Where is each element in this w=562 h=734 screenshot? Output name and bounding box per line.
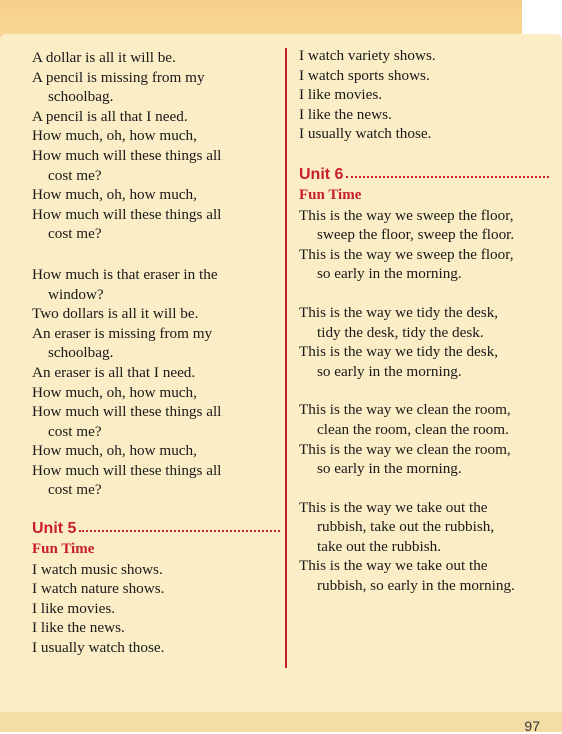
text-line: so early in the morning. — [317, 362, 462, 380]
text-line: cost me? — [48, 481, 102, 499]
text-line: I like the news. — [32, 619, 125, 637]
text-line: How much will these things all — [32, 146, 222, 164]
unit6-stanza-3 — [299, 400, 549, 478]
left-column — [32, 48, 280, 658]
text-line: How much is that eraser in the — [32, 265, 218, 283]
text-line: A pencil is missing from my — [32, 68, 205, 86]
unit6-stanza-2 — [299, 303, 549, 381]
text-line: How much, oh, how much, — [32, 383, 197, 401]
text-line: schoolbag. — [48, 344, 114, 362]
text-line: so early in the morning. — [317, 265, 462, 283]
page-number: 97 — [524, 718, 540, 734]
text-line: This is the way we take out the — [299, 557, 488, 575]
text-line: How much will these things all — [32, 205, 222, 223]
text-line: This is the way we clean the room, — [299, 401, 511, 419]
text-line: How much will these things all — [32, 403, 222, 421]
text-line: An eraser is all that I need. — [32, 363, 196, 381]
text-line: A pencil is all that I need. — [32, 107, 188, 125]
text-line: How much, oh, how much, — [32, 127, 197, 145]
unit6-title: Unit 6 — [299, 165, 344, 183]
right-column — [299, 46, 549, 596]
text-line: How much, oh, how much, — [32, 442, 197, 460]
right-verse-top — [299, 46, 549, 144]
text-line: window? — [48, 285, 104, 303]
text-line: Two dollars is all it will be. — [32, 305, 199, 323]
text-line: sweep the floor, sweep the floor. — [317, 226, 515, 244]
text-line: I usually watch those. — [32, 639, 165, 657]
text-line: I like movies. — [299, 86, 383, 104]
dotted-rule — [346, 176, 549, 178]
text-line: I watch music shows. — [32, 560, 163, 578]
text-line: rubbish, so early in the morning. — [317, 577, 515, 595]
text-line: rubbish, take out the rubbish, — [317, 518, 495, 536]
unit6-heading — [299, 164, 549, 186]
text-line: I usually watch those. — [299, 125, 432, 143]
text-line: How much will these things all — [32, 461, 222, 479]
text-line: so early in the morning. — [317, 460, 462, 478]
unit6-stanza-1 — [299, 206, 549, 284]
text-line: cost me? — [48, 225, 102, 243]
text-line: This is the way we clean the room, — [299, 440, 511, 458]
text-line: An eraser is missing from my — [32, 324, 213, 342]
text-line: cost me? — [48, 422, 102, 440]
text-line: I watch sports shows. — [299, 66, 430, 84]
text-line: How much, oh, how much, — [32, 186, 197, 204]
unit6-stanza-4 — [299, 498, 549, 596]
text-line: This is the way we sweep the floor, — [299, 206, 514, 224]
text-line: I watch nature shows. — [32, 580, 165, 598]
text-line: This is the way we tidy the desk, — [299, 303, 499, 321]
text-line: tidy the desk, tidy the desk. — [317, 323, 484, 341]
left-verse-bottom — [32, 265, 280, 500]
text-line: This is the way we tidy the desk, — [299, 343, 499, 361]
text-line: I like movies. — [32, 599, 116, 617]
unit5-lines — [32, 560, 280, 658]
text-line: This is the way we sweep the floor, — [299, 245, 514, 263]
text-line: cost me? — [48, 166, 102, 184]
text-line: clean the room, clean the room. — [317, 420, 509, 438]
text-line: take out the rubbish. — [317, 537, 442, 555]
text-line: A dollar is all it will be. — [32, 49, 176, 66]
column-divider — [285, 48, 287, 668]
bottom-color-band — [0, 712, 562, 732]
unit5-heading — [32, 518, 280, 540]
text-line: schoolbag. — [48, 88, 114, 106]
unit5-title: Unit 5 — [32, 520, 77, 538]
text-line: I like the news. — [299, 105, 392, 123]
dotted-rule — [79, 530, 280, 532]
text-line: I watch variety shows. — [299, 47, 436, 64]
left-verse-top — [32, 48, 280, 244]
unit6-fun-time: Fun Time — [299, 186, 362, 203]
unit5-fun-time: Fun Time — [32, 541, 95, 558]
text-line: This is the way we take out the — [299, 498, 488, 516]
